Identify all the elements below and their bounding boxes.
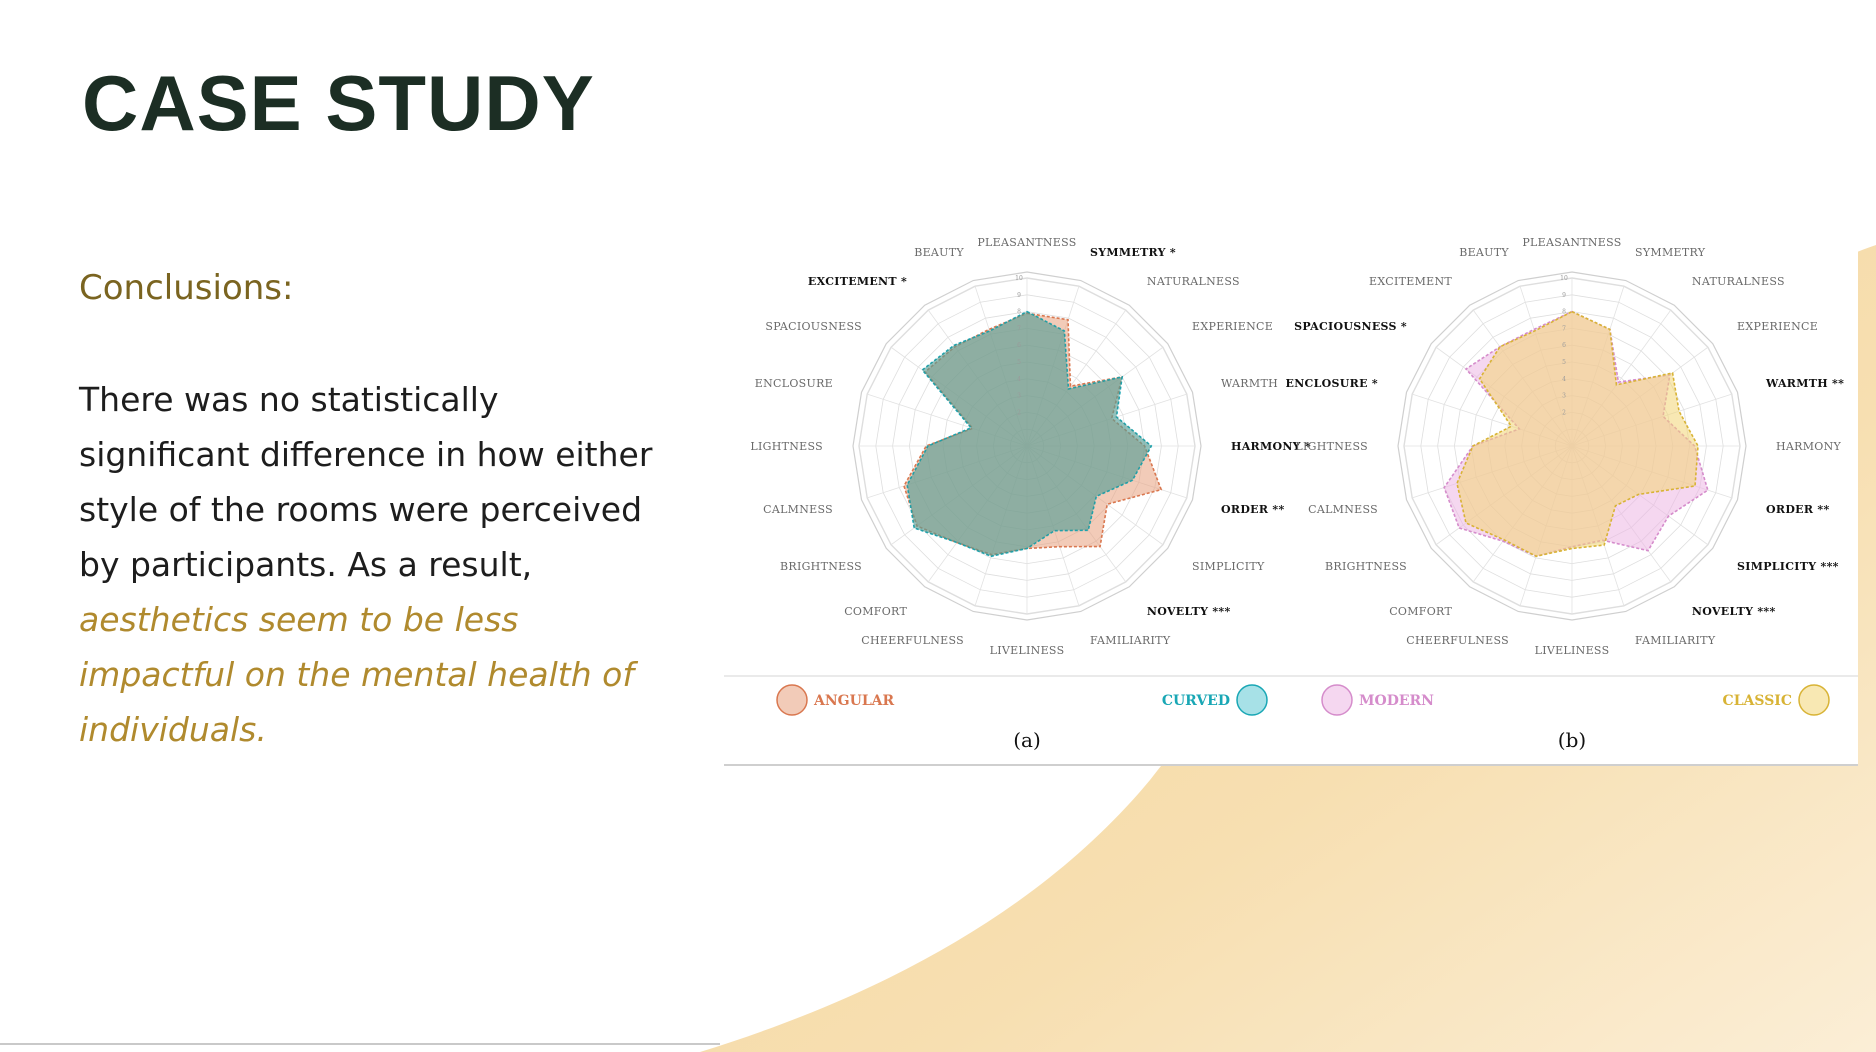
radar-tick-label: 8 xyxy=(1562,308,1566,316)
conclusions-heading: Conclusions: xyxy=(79,268,294,308)
axis-label-familiarity: FAMILIARITY xyxy=(1635,634,1716,648)
axis-label-comfort: COMFORT xyxy=(844,605,908,619)
axis-label-symmetry: SYMMETRY * xyxy=(1090,245,1177,259)
radar-tick-label: 3 xyxy=(1017,392,1021,400)
axis-label-brightness: BRIGHTNESS xyxy=(779,559,862,573)
radar-tick-label: 6 xyxy=(1017,342,1021,350)
axis-label-beauty: BEAUTY xyxy=(1459,245,1509,259)
axis-label-enclosure: ENCLOSURE xyxy=(754,376,833,390)
footer-divider xyxy=(0,1043,720,1045)
radar-panel-a xyxy=(750,236,1311,752)
axis-label-calmness: CALMNESS xyxy=(1308,503,1378,517)
legend-label-angular: ANGULAR xyxy=(814,693,895,709)
axis-label-cheerfulness: CHEERFULNESS xyxy=(1406,634,1509,648)
axis-label-spaciousness: SPACIOUSNESS xyxy=(765,320,862,334)
axis-label-symmetry: SYMMETRY xyxy=(1635,245,1706,259)
radar-tick-label: 7 xyxy=(1017,325,1021,333)
axis-label-warmth: WARMTH ** xyxy=(1766,376,1845,390)
legend-label-modern: MODERN xyxy=(1359,693,1434,709)
axis-label-simplicity: SIMPLICITY *** xyxy=(1737,559,1839,573)
conclusion-text: There was no statistically significant difference in how either style of the rooms were perceived by participants. As a result, xyxy=(79,380,653,584)
radar-tick-label: 10 xyxy=(1015,275,1023,282)
axis-label-pleasantness: PLEASANTNESS xyxy=(1522,236,1622,249)
axis-label-familiarity: FAMILIARITY xyxy=(1090,634,1171,648)
radar-tick-label: 3 xyxy=(1562,392,1566,400)
axis-label-enclosure: ENCLOSURE * xyxy=(1285,376,1378,390)
radar-figure xyxy=(724,232,1858,766)
legend-label-classic: CLASSIC xyxy=(1722,693,1792,709)
radar-tick-label: 9 xyxy=(1562,291,1566,299)
axis-label-harmony: HARMONY * xyxy=(1231,440,1312,453)
axis-label-order: ORDER ** xyxy=(1221,503,1285,517)
axis-label-lightness: LIGHTNESS xyxy=(1295,440,1368,453)
axis-label-novelty: NOVELTY *** xyxy=(1146,605,1231,619)
legend-swatch-modern xyxy=(1322,685,1352,715)
series-overlap-tint xyxy=(907,312,1151,557)
axis-label-novelty: NOVELTY *** xyxy=(1691,605,1776,619)
axis-label-spaciousness: SPACIOUSNESS * xyxy=(1294,320,1407,334)
radar-tick-label: 4 xyxy=(1562,375,1566,383)
axis-label-excitement: EXCITEMENT xyxy=(1369,274,1453,288)
axis-label-liveliness: LIVELINESS xyxy=(1534,644,1610,657)
conclusion-highlight: aesthetics seem to be less impactful on the mental health of individuals. xyxy=(79,600,634,749)
radar-tick-label: 5 xyxy=(1017,359,1021,366)
conclusion-paragraph xyxy=(79,372,679,757)
axis-label-cheerfulness: CHEERFULNESS xyxy=(861,634,964,648)
legend-label-curved: CURVED xyxy=(1161,693,1230,709)
axis-label-experience: EXPERIENCE xyxy=(1737,320,1819,334)
radar-tick-label: 4 xyxy=(1017,375,1021,383)
axis-label-pleasantness: PLEASANTNESS xyxy=(977,236,1077,249)
radar-panel-b xyxy=(1286,236,1845,752)
legend-swatch-classic xyxy=(1799,685,1829,715)
radar-tick-label: 9 xyxy=(1017,291,1021,299)
axis-label-warmth: WARMTH xyxy=(1221,376,1278,390)
axis-label-calmness: CALMNESS xyxy=(763,503,833,517)
radar-charts xyxy=(724,232,1858,766)
axis-label-naturalness: NATURALNESS xyxy=(1146,274,1240,288)
axis-label-naturalness: NATURALNESS xyxy=(1691,274,1785,288)
axis-label-beauty: BEAUTY xyxy=(914,245,964,259)
panel-label: (b) xyxy=(1557,728,1587,752)
radar-tick-label: 10 xyxy=(1560,275,1568,282)
axis-label-comfort: COMFORT xyxy=(1389,605,1453,619)
legend-swatch-angular xyxy=(777,685,807,715)
axis-label-lightness: LIGHTNESS xyxy=(750,440,823,453)
radar-tick-label: 2 xyxy=(1562,409,1566,417)
legend-swatch-curved xyxy=(1237,685,1267,715)
radar-tick-label: 8 xyxy=(1017,308,1021,316)
axis-label-simplicity: SIMPLICITY xyxy=(1192,559,1265,573)
axis-label-brightness: BRIGHTNESS xyxy=(1324,559,1407,573)
axis-label-liveliness: LIVELINESS xyxy=(989,644,1065,657)
radar-tick-label: 2 xyxy=(1017,409,1021,417)
panel-label: (a) xyxy=(1013,728,1041,752)
axis-label-excitement: EXCITEMENT * xyxy=(807,274,908,288)
axis-label-order: ORDER ** xyxy=(1766,503,1830,517)
radar-tick-label: 5 xyxy=(1562,359,1566,366)
radar-tick-label: 6 xyxy=(1562,342,1566,350)
axis-label-harmony: HARMONY xyxy=(1776,440,1842,453)
axis-label-experience: EXPERIENCE xyxy=(1192,320,1274,334)
radar-tick-label: 7 xyxy=(1562,325,1566,333)
slide-title: CASE STUDY xyxy=(82,59,595,147)
